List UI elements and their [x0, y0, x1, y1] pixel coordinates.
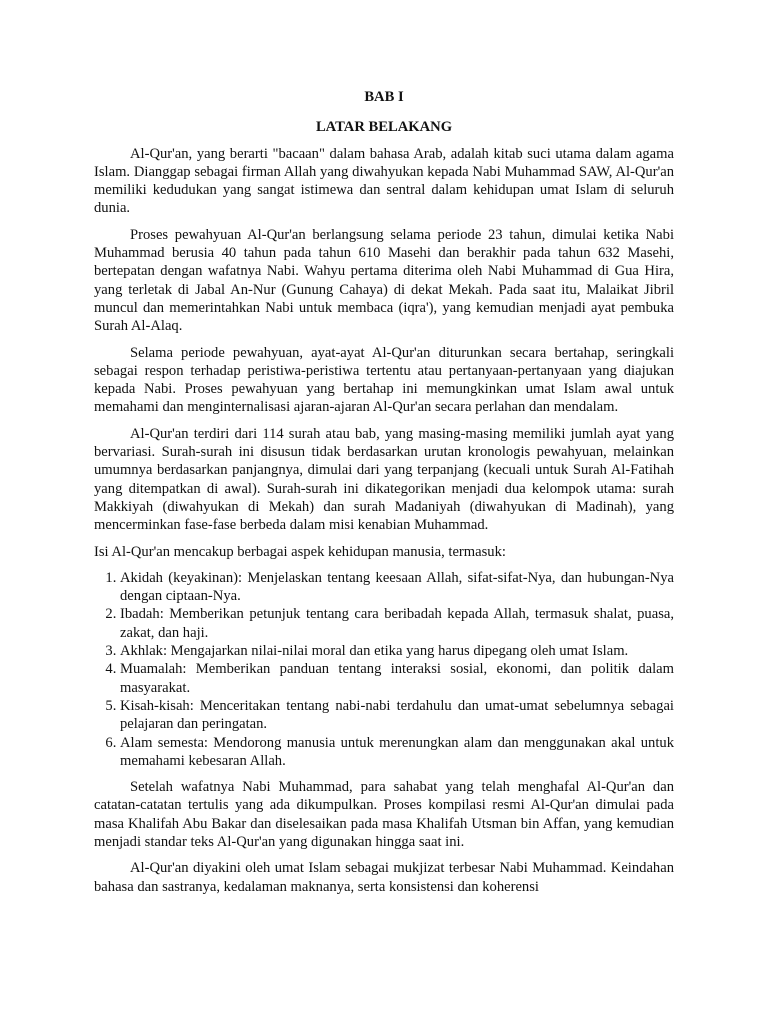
body-paragraph-3: Selama periode pewahyuan, ayat-ayat Al-Qur'an diturunkan secara bertahap, seringkali sebagai respon terhadap peristiwa-peristiwa tertentu atau pertanyaan-pertanyaan yang diajukan kepada Nabi. Proses pewahyuan yang bertahap ini memungkinkan umat Islam awal untuk memahami dan menginternalisasi ajaran-ajaran Al-Qur'an secara perlahan dan mendalam.: [94, 344, 674, 416]
chapter-heading: BAB I: [364, 89, 404, 105]
list-item-akhlak: 3. Akhlak: Mengajarkan nilai-nilai moral dan etika yang harus dipegang oleh umat Islam.: [120, 642, 674, 660]
list-item-kisah: 5. Kisah-kisah: Menceritakan tentang nabi-nabi terdahulu dan umat-umat sebelumnya sebagai pelajaran dan peringatan.: [120, 697, 674, 734]
list-item-muamalah: 4. Muamalah: Memberikan panduan tentang interaksi sosial, ekonomi, dan politik dalam masyarakat.: [120, 660, 674, 697]
list-item-akidah: 1. Akidah (keyakinan): Menjelaskan tentang keesaan Allah, sifat-sifat-Nya, dan hubungan-Nya dengan ciptaan-Nya.: [120, 569, 674, 606]
body-paragraph-6: Al-Qur'an diyakini oleh umat Islam sebagai mukjizat terbesar Nabi Muhammad. Keindahan bahasa dan sastranya, kedalaman maknanya, serta konsistensi dan koherensi: [94, 860, 674, 895]
body-paragraph-4: Al-Qur'an terdiri dari 114 surah atau bab, yang masing-masing memiliki jumlah ayat yang bervariasi. Surah-surah ini disusun tidak berdasarkan urutan kronologis pewahyuan, melainkan umumnya berdasarkan panjangnya, dimulai dari yang terpanjang (kecuali untuk Surah Al-Fatihah yang ditempatkan di awal). Surah-surah ini dikategorikan menjadi dua kelompok utama: surah Makkiyah (diwahyukan di Mekah) dan surah Madaniyah (diwahyukan di Madinah), yang mencerminkan fase-fase berbeda dalam misi kenabian Muhammad.: [94, 425, 674, 534]
document-page: [94, 88, 674, 904]
list-item-ibadah: 2. Ibadah: Memberikan petunjuk tentang cara beribadah kepada Allah, termasuk shalat, puasa, zakat, dan haji.: [120, 605, 674, 642]
list-intro: Isi Al-Qur'an mencakup berbagai aspek kehidupan manusia, termasuk:: [94, 543, 506, 560]
list-item-alam-semesta: 6. Alam semesta: Mendorong manusia untuk merenungkan alam dan menggunakan akal untuk memahami kebesaran Allah.: [120, 734, 674, 771]
body-paragraph-2: Proses pewahyuan Al-Qur'an berlangsung selama periode 23 tahun, dimulai ketika Nabi Muhammad berusia 40 tahun pada tahun 610 Masehi dan berakhir pada tahun 632 Masehi, bertepatan dengan wafatnya Nabi. Wahyu pertama diterima oleh Nabi Muhammad di Gua Hira, yang terletak di Jabal An-Nur (Gunung Cahaya) di dekat Mekah. Pada saat itu, Malaikat Jibril muncul dan memerintahkan Nabi untuk membaca (iqra'), yang kemudian menjadi ayat pembuka Surah Al-Alaq.: [94, 226, 674, 335]
body-paragraph-1: Al-Qur'an, yang berarti "bacaan" dalam bahasa Arab, adalah kitab suci utama dalam agama Islam. Dianggap sebagai firman Allah yang diwahyukan kepada Nabi Muhammad SAW, Al-Qur'an memiliki kedudukan yang sangat istimewa dan sentral dalam kehidupan umat Islam di seluruh dunia.: [94, 145, 674, 217]
content-aspects-list: [94, 569, 674, 770]
section-title: LATAR BELAKANG: [315, 119, 453, 136]
body-paragraph-5: Setelah wafatnya Nabi Muhammad, para sahabat yang telah menghafal Al-Qur'an dan catatan-catatan tertulis yang ada dikumpulkan. Proses kompilasi resmi Al-Qur'an dimulai pada masa Khalifah Abu Bakar dan diselesaikan pada masa Khalifah Utsman bin Affan, yang kemudian menjadi standar teks Al-Qur'an yang digunakan hingga saat ini.: [94, 779, 674, 850]
